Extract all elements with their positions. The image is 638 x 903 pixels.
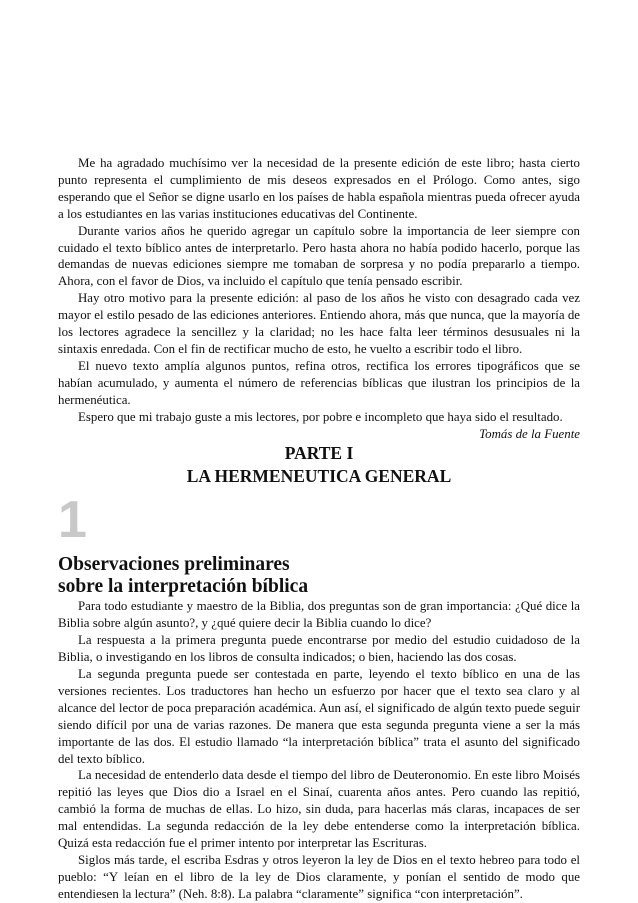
chapter-number: 1	[58, 491, 87, 550]
chapter-title-line: sobre la interpretación bíblica	[58, 576, 309, 598]
part-title: LA HERMENEUTICA GENERAL	[186, 466, 452, 487]
preface-paragraph: El nuevo texto amplía algunos puntos, refina otros, rectifica los errores tipográficos que se habían acumulado, y aumenta el número de referencias bíblicas que ilustran los principios de la hermenéutica.	[58, 358, 580, 407]
preface-paragraph: Hay otro motivo para la presente edición: al paso de los años he visto con desagrado cada vez mayor el estilo pesado de las ediciones anteriores. Entiendo ahora, más que nunca, que la mayoría de los lectores agradece la sencillez y la claridad; no les hace falta leer términos desusuales ni la sintaxis enredada. Con el fin de rectificar mucho de esto, he vuelto a escribir todo el libro.	[58, 291, 580, 356]
chapter-title	[58, 554, 580, 598]
author-signature: Tomás de la Fuente	[479, 426, 580, 441]
preface-paragraph: Espero que mi trabajo guste a mis lectores, por pobre e incompleto que haya sido el resultado.	[78, 409, 563, 424]
preface-paragraph: Me ha agradado muchísimo ver la necesidad de la presente edición de este libro; hasta cierto punto representa el cumplimiento de mis deseos expresados en el Prólogo. Como antes, sigo esperando que el Señor se digne usarlo en los países de habla española mientras pueda ofrecer ayuda a los estudiantes en las varias instituciones educativas del Continente.	[58, 156, 580, 221]
part-heading	[58, 442, 580, 488]
chapter-paragraph: Para todo estudiante y maestro de la Biblia, dos preguntas son de gran importancia: ¿Qué dice la Biblia sobre algún asunto?, y ¿qué quiere decir la Biblia cuando lo dice?	[58, 599, 580, 631]
chapter-paragraph: La necesidad de entenderlo data desde el tiempo del libro de Deuteronomio. En este libro Moisés repitió las leyes que Dios dio a Israel en el Sinaí, cuarenta años antes. Pero cuando las repitió, cambió la forma de muchas de ellas. Lo hizo, sin duda, para hacerlas más claras, incapaces de ser mal entendidas. La segunda redacción de la ley debe entenderse como la interpretación bíblica. Quizá esta redacción fue el primer intento por interpretar las Escrituras.	[58, 768, 580, 851]
chapter-paragraph: Siglos más tarde, el escriba Esdras y otros leyeron la ley de Dios en el texto hebreo para todo el pueblo: “Y leían en el libro de la ley de Dios claramente, y ponían el sentido de modo que entendiesen la lectura” (Neh. 8:8). La palabra “claramente” significa “con interpretación”.	[58, 853, 580, 901]
chapter-title-line: Observaciones preliminares	[58, 554, 290, 576]
chapter-section	[58, 491, 580, 902]
part-number: PARTE I	[284, 443, 354, 464]
chapter-paragraph: La respuesta a la primera pregunta puede encontrarse por medio del estudio cuidadoso de la Biblia, o investigando en los libros de consulta indicados; o bien, haciendo las dos cosas.	[58, 633, 580, 665]
preface-section	[58, 155, 580, 442]
chapter-paragraph: La segunda pregunta puede ser contestada en parte, leyendo el texto bíblico en una de las versiones recientes. Los traductores han hecho un esfuerzo por hacer que el texto sea claro y al alcance del lector de poca preparación académica. Aun así, el significado de algún texto puede seguir siendo difícil por una de varias razones. De manera que esta segunda pregunta viene a ser la más importante de las dos. El estudio llamado “la interpretación bíblica” trata el asunto del significado del texto bíblico.	[58, 667, 580, 766]
preface-paragraph: Durante varios años he querido agregar un capítulo sobre la importancia de leer siempre con cuidado el texto bíblico antes de interpretarlo. Pero hasta ahora no había podido hacerlo, porque las demandas de nuevas ediciones siempre me tomaban de sorpresa y no podía prepararlo a tiempo. Ahora, con el favor de Dios, va incluido el capítulo que tenía pensado escribir.	[58, 223, 580, 289]
